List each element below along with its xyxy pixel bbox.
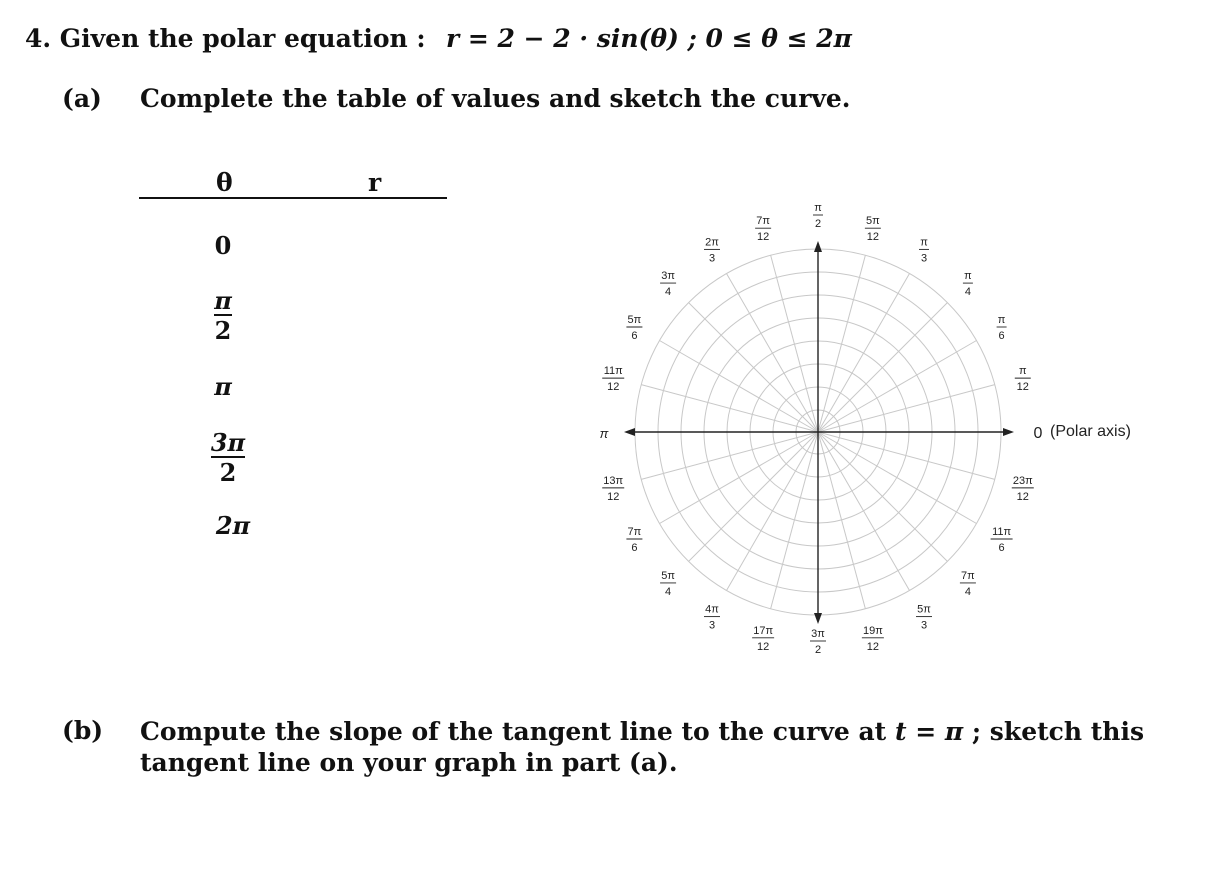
part-a-instructions: Complete the table of values and sketch the curve. [140,84,851,113]
fraction-numerator: 13π [603,474,624,487]
grid-ray [660,432,818,524]
grid-ray [641,432,818,479]
fraction-numerator: 4π [705,603,719,616]
grid-ray [818,385,995,432]
grid-ray [727,274,819,432]
angle-label [704,604,720,632]
fraction-denominator: 12 [866,231,879,244]
fraction-numerator: 3π [661,270,675,283]
fraction-denominator: 12 [757,231,770,244]
arrow-left-icon [624,428,635,436]
angle-label [600,426,609,441]
angle-label [862,625,884,653]
part-b-label: (b) [62,716,104,745]
grid-ray [818,432,976,524]
angle-label [810,628,826,656]
fraction-numerator: 5π [627,314,642,326]
part-b-text-before: Compute the slope of the tangent line to the curve at [140,717,887,746]
fraction-denominator: 6 [631,330,638,342]
fraction-denominator: 12 [607,490,620,503]
polar-axis-label: (Polar axis) [1050,423,1131,440]
fraction-numerator: π [1018,365,1027,378]
angle-label-text: 0 [1033,425,1043,442]
angle-label [916,604,932,632]
fraction-denominator: 3 [708,619,716,632]
arrow-right-icon [1003,428,1014,436]
fraction-denominator: 2 [814,218,822,230]
angle-label [865,215,881,243]
fraction-denominator: 2 [214,316,232,345]
angle-label [755,215,771,243]
grid-ray [818,432,865,609]
part-b-text-after: ; sketch this tangent line on your graph in part (a). [140,717,1145,777]
grid-ray [818,341,976,433]
angle-label [919,236,929,264]
fraction-numerator: 11π [603,365,623,378]
fraction-numerator: 17π [753,624,774,637]
fraction-numerator: 5π [866,215,880,228]
fraction-denominator: 2 [814,644,822,656]
fraction-numerator: 3π [811,628,825,640]
fraction-numerator: 7π [961,569,975,582]
question-title: 4. Given the polar equation : [25,24,426,53]
fraction-denominator: 3 [920,252,928,265]
fraction-denominator: 12 [607,381,620,394]
grid-ray [771,432,818,609]
fraction-denominator: 6 [998,330,1005,342]
angle-label [704,236,720,264]
fraction-numerator: π [920,236,928,249]
angle-label [626,526,642,554]
fraction-numerator: 3π [210,428,246,457]
fraction-denominator: 2 [219,458,237,487]
table-header-theta: θ [216,168,233,197]
fraction-numerator: π [964,270,972,283]
table-row-theta-pi: π [214,372,232,401]
angle-label [1034,425,1043,442]
fraction-numerator: 19π [862,624,883,637]
fraction-denominator: 12 [757,640,770,653]
angle-label [997,314,1007,342]
fraction-denominator: 4 [964,286,971,299]
grid-ray [818,432,910,590]
angle-label [1015,365,1031,393]
fraction-denominator: 3 [920,619,928,632]
part-b-math: t = π [894,717,964,746]
fraction-denominator: 6 [631,542,638,554]
angle-label [660,570,676,598]
angle-label [626,314,642,342]
angle-label [991,526,1013,554]
part-b-instructions [140,716,1180,778]
fraction-numerator: 7π [756,215,770,228]
table-header-r: r [368,168,382,197]
table-row-theta-2pi: 2π [215,511,251,540]
fraction-numerator: π [997,314,1006,326]
grid-ray [641,385,818,432]
fraction-denominator: 12 [866,640,879,653]
table-row-theta-0: 0 [214,231,232,260]
fraction-numerator: 23π [1012,474,1033,487]
arrow-up-icon [814,241,822,252]
fraction-denominator: 4 [964,585,971,598]
grid-ray [727,432,819,590]
angle-label [963,270,973,298]
polar-equation: r = 2 − 2 · sin(θ) ; 0 ≤ θ ≤ 2π [446,24,852,53]
fraction-denominator: 6 [998,542,1005,554]
part-a-label: (a) [62,84,102,113]
fraction-denominator: 12 [1016,490,1029,503]
angle-label [813,202,823,230]
fraction-denominator: 4 [665,585,672,598]
angle-label-text: π [599,426,609,441]
fraction-denominator: 3 [708,252,716,265]
grid-ray [818,432,995,479]
angle-label [752,625,774,653]
fraction-numerator: 11π [992,526,1012,538]
angle-label [960,570,976,598]
fraction-numerator: 7π [627,526,642,538]
fraction-numerator: π [214,286,232,315]
grid-ray [771,255,818,432]
fraction-denominator: 12 [1016,381,1029,394]
fraction-numerator: 5π [917,603,931,616]
fraction-numerator: 2π [705,236,719,249]
fraction-numerator: 5π [661,569,675,582]
polar-axes [624,241,1014,624]
angle-label [602,365,624,393]
arrow-down-icon [814,613,822,624]
angle-label [1012,475,1034,503]
grid-ray [660,341,818,433]
fraction-numerator: π [814,202,822,214]
angle-label [602,475,624,503]
grid-ray [818,255,865,432]
fraction-denominator: 4 [665,286,672,299]
grid-ray [818,274,910,432]
angle-label [660,270,676,298]
